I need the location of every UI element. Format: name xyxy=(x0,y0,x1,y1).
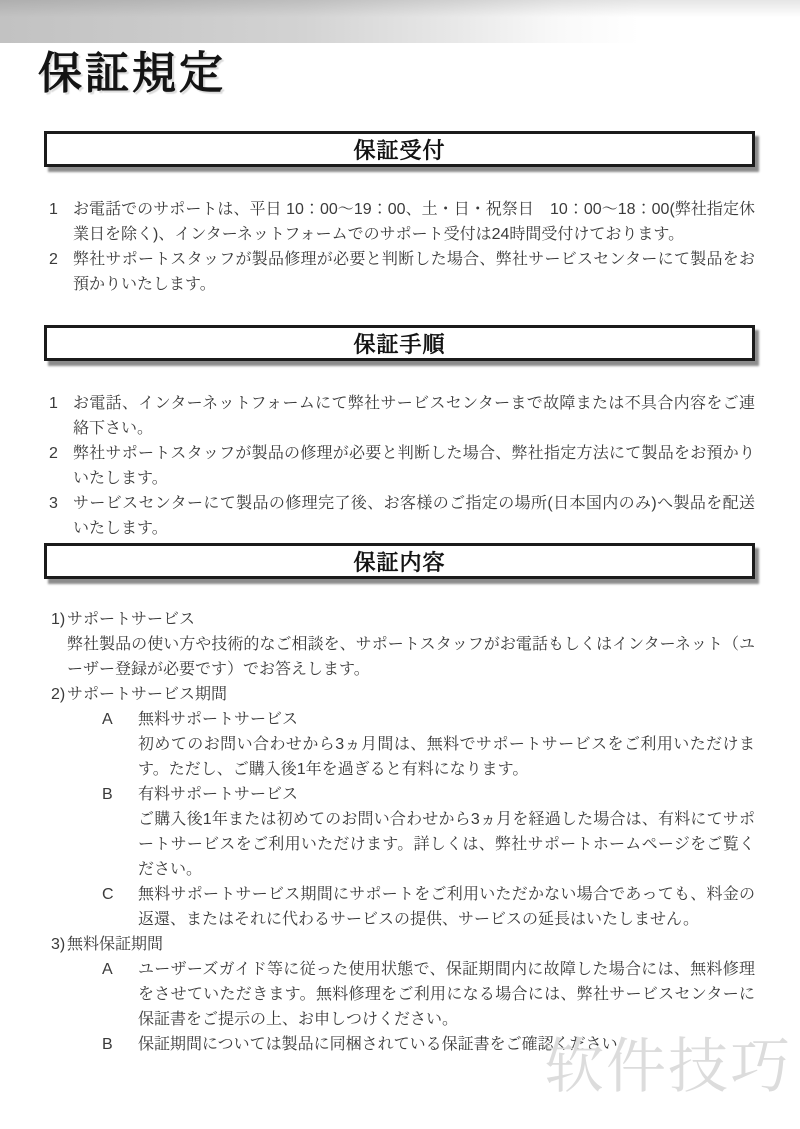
item-number: 1 xyxy=(49,395,58,412)
item-title: サポートサービス xyxy=(67,611,196,628)
item-text: 弊社サポートスタッフが製品の修理が必要と判断した場合、弊社指定方法にて製品をお預かりいたします。 xyxy=(73,445,755,487)
item-title: 無料サポートサービス xyxy=(138,711,299,728)
item-number: 2 xyxy=(49,251,58,268)
item-marker: 2) xyxy=(51,686,66,703)
item-title: サポートサービス期間 xyxy=(67,686,228,703)
list-item xyxy=(44,197,755,247)
item-marker: B xyxy=(102,786,113,803)
outline-item xyxy=(44,607,755,682)
reception-list xyxy=(44,197,755,297)
outline-subitem xyxy=(44,957,755,1032)
item-marker: C xyxy=(102,886,114,903)
item-number: 2 xyxy=(49,445,58,462)
item-text xyxy=(67,932,755,957)
list-item xyxy=(44,491,755,541)
item-text xyxy=(67,682,755,707)
item-body: ご購入後1年または初めてのお問い合わせから3ヵ月を経過した場合は、有料にてサポートサービスをご利用いただけます。詳しくは、弊社サポートホームページをご覧ください。 xyxy=(138,811,755,878)
item-text xyxy=(67,607,755,682)
procedure-list xyxy=(44,391,755,541)
section-heading-coverage: 保証内容 xyxy=(353,549,446,575)
list-item xyxy=(44,441,755,491)
item-body: 弊社製品の使い方や技術的なご相談を、サポートスタッフがお電話もしくはインターネット（ユーザー登録が必要です）でお答えします。 xyxy=(67,636,755,678)
item-body: 保証期間については製品に同梱されている保証書をご確認ください xyxy=(138,1036,618,1053)
outline-item xyxy=(44,682,755,707)
watermark-text: 软件技巧 xyxy=(544,1033,792,1100)
item-body: 無料サポートサービス期間にサポートをご利用いただかない場合であっても、料金の返還、またはそれに代わるサービスの提供、サービスの延長はいたしません。 xyxy=(138,886,755,928)
item-title: 無料保証期間 xyxy=(67,936,164,953)
section-heading-box-reception xyxy=(44,131,755,167)
coverage-outline xyxy=(44,607,755,1057)
item-marker: 3) xyxy=(51,936,66,953)
item-text: お電話でのサポートは、平日 10：00～19：00、土・日・祝祭日 10：00～18：00(弊社指定休業日を除く)、インターネットフォームでのサポート受付は24時間受付けております。 xyxy=(73,201,755,243)
list-item xyxy=(44,391,755,441)
item-text: お電話、インターネットフォームにて弊社サービスセンターまで故障または不具合内容をご連絡下さい。 xyxy=(73,395,755,437)
item-text: サービスセンターにて製品の修理完了後、お客様のご指定の場所(日本国内のみ)へ製品を配送いたします。 xyxy=(73,495,755,537)
item-number: 3 xyxy=(49,495,58,512)
outline-subitem xyxy=(44,882,755,932)
item-text: 弊社サポートスタッフが製品修理が必要と判断した場合、弊社サービスセンターにて製品をお預かりいたします。 xyxy=(73,251,755,293)
item-number: 1 xyxy=(49,201,58,218)
list-item xyxy=(44,247,755,297)
item-title: 有料サポートサービス xyxy=(138,786,299,803)
item-marker: B xyxy=(102,1036,113,1053)
page-title: 保証規定 xyxy=(38,49,226,98)
section-heading-box-coverage xyxy=(44,543,755,579)
item-text xyxy=(138,957,755,1032)
item-marker: 1) xyxy=(51,611,66,628)
item-body: ユーザーズガイド等に従った使用状態で、保証期間内に故障した場合には、無料修理をさせていただきます。無料修理をご利用になる場合には、弊社サービスセンターに保証書をご提示の上、お申しつけください。 xyxy=(138,961,755,1028)
item-marker: A xyxy=(102,711,113,728)
scan-edge-gradient xyxy=(0,0,800,43)
section-heading-procedure: 保証手順 xyxy=(353,331,446,357)
section-heading-box-procedure xyxy=(44,325,755,361)
outline-item xyxy=(44,932,755,957)
item-text xyxy=(138,707,755,782)
section-heading-reception: 保証受付 xyxy=(353,137,446,163)
outline-subitem xyxy=(44,782,755,882)
item-text xyxy=(138,782,755,882)
item-body: 初めてのお問い合わせから3ヵ月間は、無料でサポートサービスをご利用いただけます。ただし、ご購入後1年を過ぎると有料になります。 xyxy=(138,736,755,778)
outline-subitem xyxy=(44,707,755,782)
item-text xyxy=(138,882,755,932)
item-marker: A xyxy=(102,961,113,978)
